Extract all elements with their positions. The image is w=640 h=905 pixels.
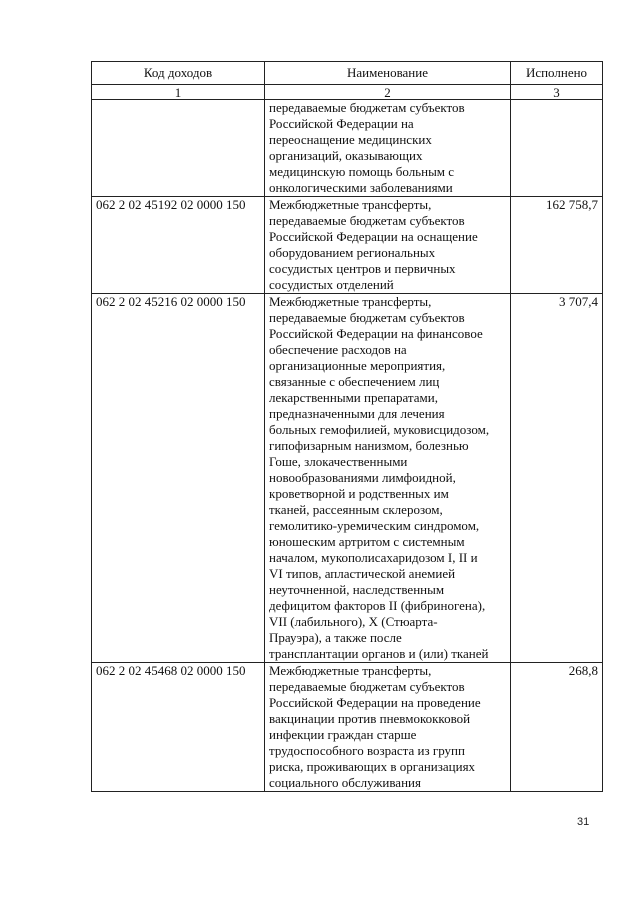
- description-line: передаваемые бюджетам субъектов: [269, 213, 465, 228]
- description-line: Межбюджетные трансферты,: [269, 197, 432, 212]
- description-line: социального обслуживания: [269, 775, 421, 790]
- executed-amount-cell: [511, 100, 603, 197]
- description-line: лекарственными препаратами,: [269, 390, 438, 405]
- description-line: Гоше, злокачественными: [269, 454, 408, 469]
- description-line: дефицитом факторов II (фибриногена),: [269, 598, 486, 613]
- table-row: [92, 197, 603, 294]
- description-line: связанные с обеспечением лиц: [269, 374, 440, 389]
- description-line: медицинскую помощь больным с: [269, 164, 455, 179]
- description-line: Российской Федерации на оснащение: [269, 229, 478, 244]
- description-cell: [265, 663, 511, 792]
- header-code: Код доходов: [92, 62, 265, 85]
- description-line: гемолитико-уремическим синдромом,: [269, 518, 480, 533]
- description-line: передаваемые бюджетам субъектов: [269, 100, 465, 115]
- table-row: [92, 100, 603, 197]
- description-line: началом, мукополисахаридозом I, II и: [269, 550, 478, 565]
- column-number-row: [92, 85, 603, 100]
- description-line: Российской Федерации на: [269, 116, 414, 131]
- description-line: тканей, рассеянным склерозом,: [269, 502, 443, 517]
- revenue-table: [91, 61, 603, 792]
- description-line: трансплантации органов и (или) тканей: [269, 646, 489, 661]
- header-amount: Исполнено: [511, 62, 603, 85]
- description-line: больных гемофилией, муковисцидозом,: [269, 422, 490, 437]
- description-line: Прауэра), а также после: [269, 630, 402, 645]
- description-cell: [265, 197, 511, 294]
- executed-amount-cell: 268,8: [511, 663, 603, 792]
- description-cell: [265, 294, 511, 663]
- revenue-code-cell: 062 2 02 45468 02 0000 150: [92, 663, 265, 792]
- description-line: Российской Федерации на проведение: [269, 695, 481, 710]
- description-line: организационные мероприятия,: [269, 358, 446, 373]
- table-header: [92, 62, 603, 100]
- column-number-1: 1: [92, 85, 265, 100]
- description-line: гипофизарным нанизмом, болезнью: [269, 438, 469, 453]
- revenue-code-cell: 062 2 02 45192 02 0000 150: [92, 197, 265, 294]
- description-line: организаций, оказывающих: [269, 148, 423, 163]
- description-line: инфекции граждан старше: [269, 727, 417, 742]
- description-line: переоснащение медицинских: [269, 132, 432, 147]
- table-row: [92, 663, 603, 792]
- description-line: Межбюджетные трансферты,: [269, 294, 432, 309]
- description-line: сосудистых отделений: [269, 277, 394, 292]
- column-number-2: 2: [265, 85, 511, 100]
- description-line: трудоспособного возраста из групп: [269, 743, 465, 758]
- description-cell: [265, 100, 511, 197]
- description-line: Межбюджетные трансферты,: [269, 663, 432, 678]
- description-line: передаваемые бюджетам субъектов: [269, 310, 465, 325]
- description-line: Российской Федерации на финансовое: [269, 326, 483, 341]
- description-line: риска, проживающих в организациях: [269, 759, 476, 774]
- header-name: Наименование: [265, 62, 511, 85]
- description-line: VII (лабильного), X (Стюарта-: [269, 614, 438, 629]
- description-line: сосудистых центров и первичных: [269, 261, 456, 276]
- table-body: [92, 100, 603, 792]
- page-number: 31: [577, 816, 590, 828]
- revenue-code-cell: [92, 100, 265, 197]
- description-line: VI типов, апластической анемией: [269, 566, 456, 581]
- table-row: [92, 294, 603, 663]
- description-line: передаваемые бюджетам субъектов: [269, 679, 465, 694]
- description-line: онкологическими заболеваниями: [269, 180, 453, 195]
- header-row: [92, 62, 603, 85]
- revenue-code-cell: 062 2 02 45216 02 0000 150: [92, 294, 265, 663]
- description-line: вакцинации против пневмококковой: [269, 711, 471, 726]
- description-line: обеспечение расходов на: [269, 342, 407, 357]
- executed-amount-cell: 3 707,4: [511, 294, 603, 663]
- executed-amount-cell: 162 758,7: [511, 197, 603, 294]
- description-line: кроветворной и родственных им: [269, 486, 449, 501]
- description-line: оборудованием региональных: [269, 245, 436, 260]
- description-line: неуточненной, наследственным: [269, 582, 445, 597]
- description-line: предназначенными для лечения: [269, 406, 445, 421]
- description-line: новообразованиями лимфоидной,: [269, 470, 456, 485]
- description-line: юношеским артритом с системным: [269, 534, 465, 549]
- column-number-3: 3: [511, 85, 603, 100]
